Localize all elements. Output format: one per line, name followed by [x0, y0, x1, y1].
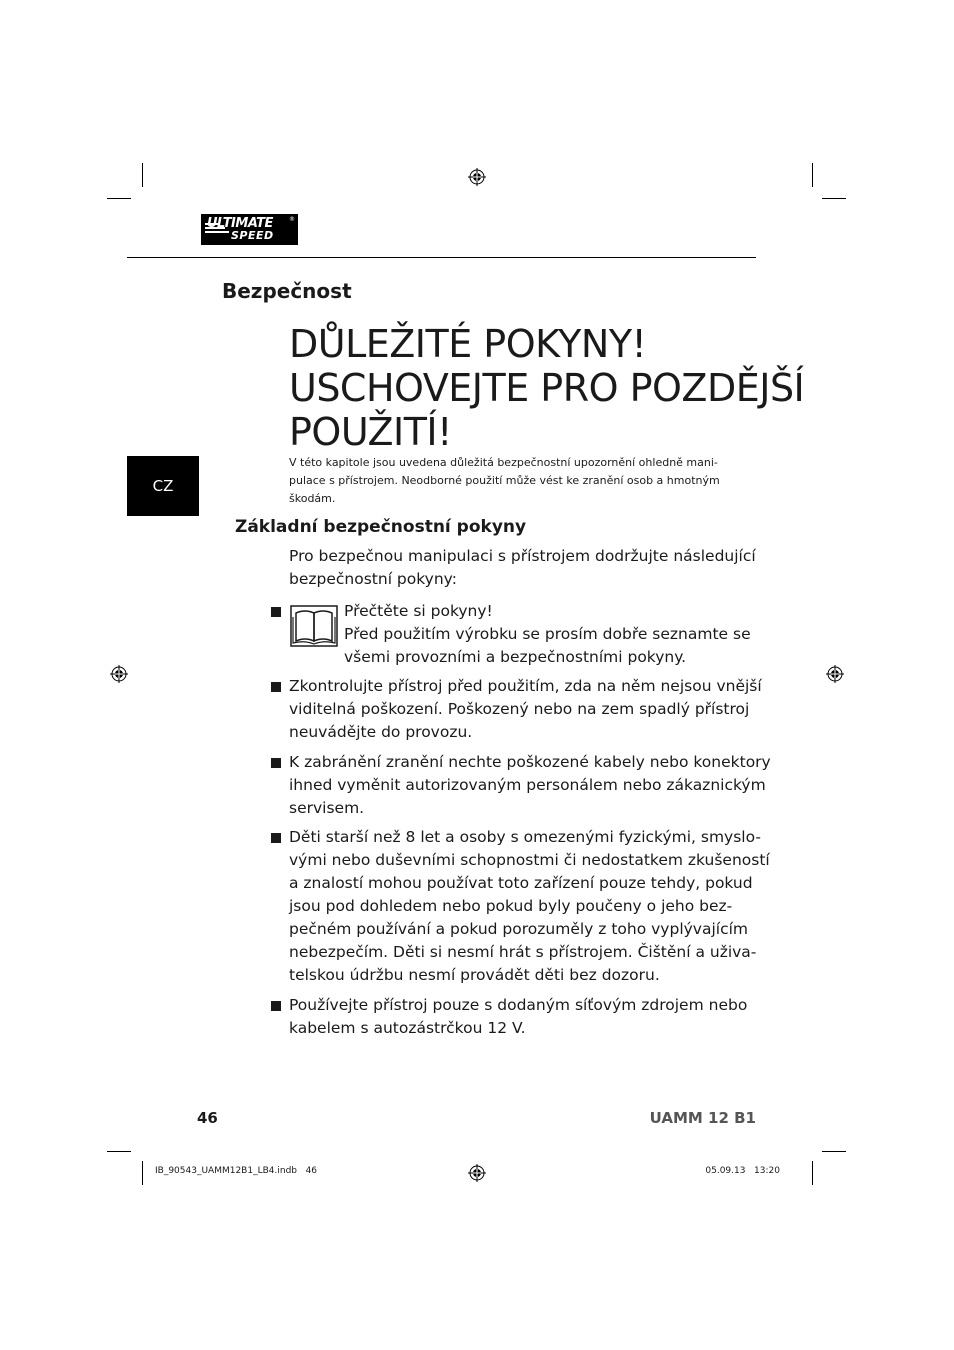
intro-line: V této kapitole jsou uvedena důležitá bezpečnostní upozornění ohledně mani-: [289, 456, 718, 469]
brand-registered-mark: ®: [289, 216, 295, 223]
page-title-line: DŮLEŽITÉ POKYNY!: [289, 322, 647, 366]
list-item-line: Přečtěte si pokyny!: [344, 602, 493, 620]
print-slug-date: 05.09.13 13:20: [705, 1166, 780, 1176]
bullet-square: [271, 1001, 281, 1011]
lead-line: Pro bezpečnou manipulaci s přístrojem dodržujte následující: [289, 547, 756, 565]
intro-line: pulace s přístrojem. Neodborné použití může vést ke zranění osob a hmotným: [289, 474, 720, 487]
list-item-line: servisem.: [289, 799, 365, 817]
list-item-line: vými nebo duševními schopnostmi či nedostatkem zkušeností: [289, 851, 770, 869]
list-item-line: Děti starší než 8 let a osoby s omezenými fyzickými, smyslo-: [289, 828, 761, 846]
lead-line: bezpečnostní pokyny:: [289, 570, 457, 588]
registration-mark-icon: [468, 168, 486, 186]
list-item: [289, 751, 771, 820]
list-item-line: pečném používání a pokud porozuměly z toho vyplývajícím: [289, 920, 749, 938]
brand-logo-line2: SPEED: [231, 229, 274, 242]
section-title: Bezpečnost: [222, 279, 352, 303]
page-title: [289, 322, 805, 454]
page-title-line: USCHOVEJTE PRO POZDĚJŠÍ: [289, 366, 805, 410]
list-item-line: nebezpečím. Děti si nesmí hrát s přístrojem. Čištění a uživa-: [289, 943, 757, 961]
registration-mark-icon: [826, 665, 844, 683]
crop-mark: [822, 1151, 846, 1152]
lead-paragraph: [289, 545, 756, 591]
intro-paragraph: [289, 454, 729, 508]
list-item: [289, 826, 770, 987]
list-item: [289, 994, 748, 1040]
crop-mark: [107, 1151, 131, 1152]
intro-line: škodám.: [289, 492, 336, 505]
crop-mark: [107, 198, 131, 199]
print-slug-file: IB_90543_UAMM12B1_LB4.indb 46: [155, 1166, 318, 1176]
list-item-line: a znalostí mohou používat toto zařízení pouze tehdy, pokud: [289, 874, 753, 892]
page-title-line: POUŽITÍ!: [289, 410, 452, 454]
registration-mark-icon: [468, 1164, 486, 1182]
bullet-square: [271, 682, 281, 692]
registration-mark-icon: [110, 665, 128, 683]
list-item-line: jsou pod dohledem nebo pokud byly poučeny o jeho bez-: [289, 897, 733, 915]
bullet-square: [271, 607, 281, 617]
list-item-line: kabelem s autozástrčkou 12 V.: [289, 1019, 526, 1037]
list-item-line: Zkontrolujte přístroj před použitím, zda na něm nejsou vnější: [289, 677, 762, 695]
list-item-line: K zabránění zranění nechte poškozené kabely nebo konektory: [289, 753, 771, 771]
list-item: [344, 600, 751, 669]
list-item-line: ihned vyměnit autorizovaným personálem nebo zákaznickým: [289, 776, 766, 794]
open-book-icon: [290, 605, 338, 647]
crop-mark: [822, 198, 846, 199]
crop-mark: [142, 1161, 143, 1185]
list-item-line: Používejte přístroj pouze s dodaným síťovým zdrojem nebo: [289, 996, 748, 1014]
model-number: UAMM 12 B1: [649, 1109, 756, 1127]
bullet-square: [271, 833, 281, 843]
list-item-line: neuvádějte do provozu.: [289, 723, 473, 741]
crop-mark: [812, 163, 813, 187]
list-item: [289, 675, 762, 744]
brand-logo-line1: ULTIMATE: [207, 216, 273, 231]
page-number: 46: [197, 1109, 218, 1127]
list-item-line: Před použitím výrobku se prosím dobře seznamte se: [344, 625, 751, 643]
subsection-title: Základní bezpečnostní pokyny: [235, 517, 527, 537]
crop-mark: [142, 163, 143, 187]
language-tab: CZ: [127, 456, 199, 516]
brand-logo: [201, 214, 298, 245]
bullet-square: [271, 758, 281, 768]
list-item-line: viditelná poškození. Poškozený nebo na zem spadlý přístroj: [289, 700, 750, 718]
list-item-line: všemi provozními a bezpečnostními pokyny.: [344, 648, 687, 666]
crop-mark: [812, 1161, 813, 1185]
list-item-line: telskou údržbu nesmí provádět děti bez dozoru.: [289, 966, 660, 984]
header-rule: [127, 257, 756, 258]
